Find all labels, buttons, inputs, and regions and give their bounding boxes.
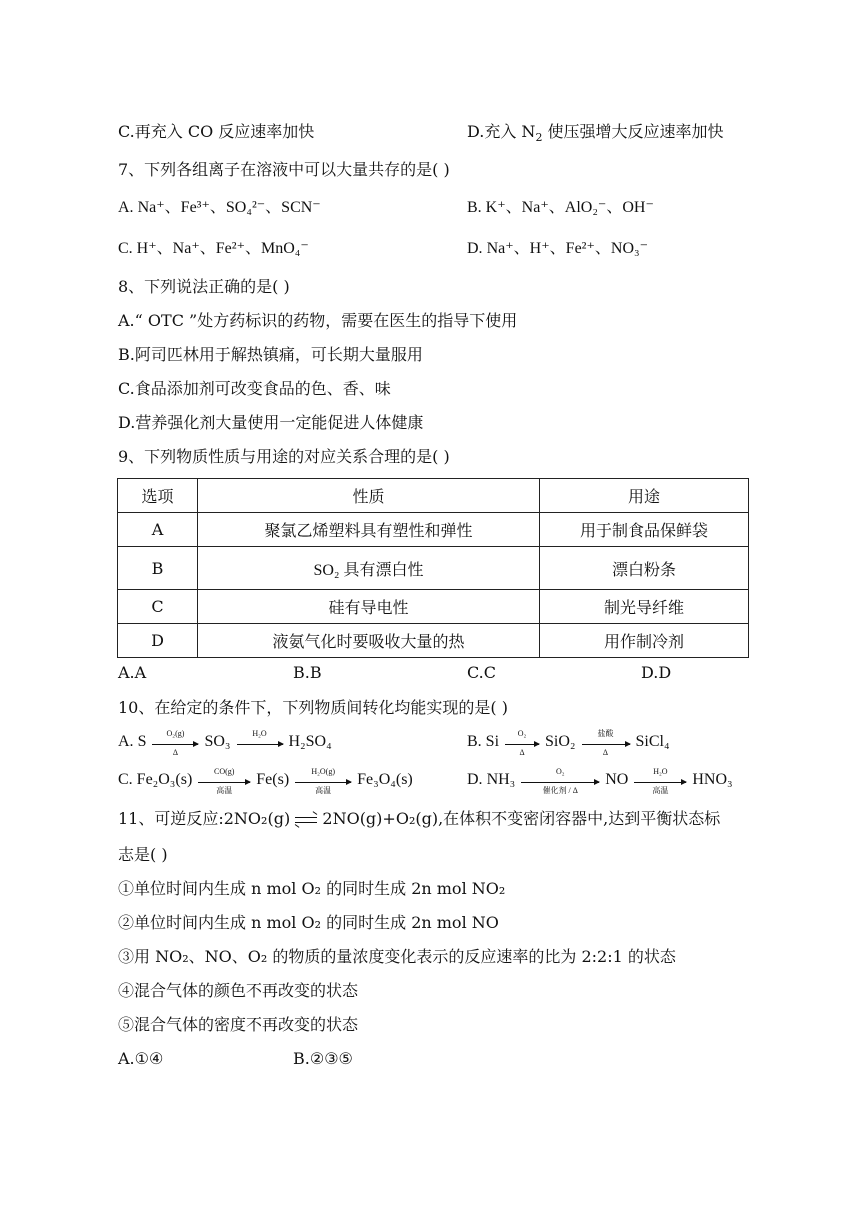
q10-d-intermediate: NO (605, 771, 629, 788)
q7-a-text: Na⁺、Fe³⁺、SO₄²⁻、SCN⁻ (137, 199, 321, 216)
q7-option-d (467, 238, 648, 260)
table-header-row (118, 479, 749, 513)
q11-option-a: A.①④ (118, 1049, 164, 1068)
q8-option-d: D.营养强化剂大量使用一定能促进人体健康 (118, 413, 424, 432)
arrow-condition-top: H₂O(g) (311, 766, 335, 776)
reaction-arrow-icon (521, 766, 599, 795)
q6-option-c: C.再充入 CO 反应速率加快 (118, 122, 315, 141)
reaction-arrow-icon (295, 766, 351, 795)
q10-c-reactant: Fe₂O₃(s) (136, 771, 193, 788)
arrow-condition-top: H₂O (653, 766, 668, 776)
arrow-condition-bottom: Δ (519, 747, 525, 757)
row-property: 聚氯乙烯塑料具有塑性和弹性 (198, 513, 540, 547)
q7-stem: 7、下列各组离子在溶液中可以大量共存的是( ) (118, 160, 450, 179)
q6-option-d-tail: 使压强增大反应速率加快 (542, 122, 724, 141)
q10-c-product: Fe₃O₄(s) (357, 771, 413, 788)
q8-option-c: C.食品添加剂可改变食品的色、香、味 (118, 379, 391, 398)
arrow-condition-top: H₂O (252, 728, 267, 738)
arrow-condition-bottom: 高温 (216, 785, 233, 795)
q9-answer-d: D.D (641, 663, 672, 682)
q10-d-product: HNO₃ (692, 771, 733, 788)
q9-stem: 9、下列物质性质与用途的对应关系合理的是( ) (118, 447, 450, 466)
row-property: 硅有导电性 (198, 590, 540, 624)
q10-stem: 10、在给定的条件下，下列物质间转化均能实现的是( ) (118, 698, 508, 717)
q10-b-label: B. (467, 733, 486, 750)
header-property: 性质 (198, 479, 540, 513)
q10-c-intermediate: Fe(s) (256, 771, 290, 788)
q7-c-label: C. (118, 240, 133, 257)
q7-b-label: B. (467, 199, 482, 216)
table-row (118, 513, 749, 547)
q11-stem-line2: 志是( ) (118, 845, 168, 864)
q8-stem: 8、下列说法正确的是( ) (118, 277, 290, 296)
q11-stem-end: 2NO(g)+O₂(g),在体积不变密闭容器中,达到平衡状态标 (322, 809, 721, 828)
q10-d-label: D. (467, 771, 487, 788)
q10-a-reactant: S (137, 733, 147, 750)
header-use: 用途 (540, 479, 749, 513)
q10-option-d (467, 766, 733, 795)
q11-option-b: B.②③⑤ (293, 1049, 353, 1068)
table-row (118, 624, 749, 658)
arrow-condition-top: O₂(g) (166, 728, 185, 738)
row-option: A (118, 513, 198, 547)
row-option: C (118, 590, 198, 624)
equilibrium-arrow-icon (295, 815, 317, 825)
header-option: 选项 (118, 479, 198, 513)
reaction-arrow-icon (198, 766, 250, 795)
row-use: 用于制食品保鲜袋 (540, 513, 749, 547)
reaction-arrow-icon (634, 766, 686, 795)
arrow-condition-bottom: Δ (172, 747, 179, 757)
reaction-arrow-icon (582, 728, 630, 757)
row-use: 漂白粉条 (540, 547, 749, 590)
q11-stem-start: 11、可逆反应:2NO₂(g) (118, 809, 291, 828)
row-property: 液氨气化时要吸收大量的热 (198, 624, 540, 658)
arrow-condition-top: O₂ (555, 766, 565, 776)
q11-item-1: ①单位时间内生成 n mol O₂ 的同时生成 2n mol NO₂ (118, 879, 506, 898)
q11-item-4: ④混合气体的颜色不再改变的状态 (118, 981, 359, 1000)
q9-answer-b: B.B (293, 663, 322, 682)
row-property: SO₂ 具有漂白性 (198, 547, 540, 590)
q7-option-b (467, 197, 654, 219)
q10-b-reactant: Si (485, 733, 500, 750)
row-use: 用作制冷剂 (540, 624, 749, 658)
arrow-condition-top: O₂ (517, 728, 527, 738)
q6-option-d-sub: 2 (535, 131, 543, 145)
row-use: 制光导纤维 (540, 590, 749, 624)
q7-d-label: D. (467, 240, 483, 257)
q7-c-text: H⁺、Na⁺、Fe²⁺、MnO₄⁻ (136, 240, 309, 257)
q9-answer-c: C.C (467, 663, 496, 682)
q11-item-5: ⑤混合气体的密度不再改变的状态 (118, 1015, 359, 1034)
q7-option-a (118, 197, 321, 219)
arrow-condition-top: 盐酸 (597, 728, 614, 738)
q10-b-product: SiCl₄ (635, 733, 670, 750)
arrow-condition-bottom: 高温 (652, 785, 669, 795)
q7-d-text: Na⁺、H⁺、Fe²⁺、NO₃⁻ (486, 240, 649, 257)
reaction-arrow-icon (237, 728, 283, 745)
arrow-condition-bottom: 催化剂 / Δ (542, 785, 578, 795)
q10-a-product: H₂SO₄ (288, 733, 332, 750)
row-option: D (118, 624, 198, 658)
q8-option-b: B.阿司匹林用于解热镇痛，可长期大量服用 (118, 345, 423, 364)
q9-answer-a: A.A (118, 663, 147, 682)
q6-option-d-text: D.充入 N (467, 122, 536, 141)
q8-option-a: A.“ OTC ”处方药标识的药物，需要在医生的指导下使用 (118, 311, 518, 330)
arrow-condition-bottom: Δ (602, 747, 609, 757)
q10-d-reactant: NH₃ (486, 771, 516, 788)
q10-option-c (118, 766, 413, 795)
q10-a-label: A. (118, 733, 138, 750)
q10-c-label: C. (118, 771, 137, 788)
q11-item-3: ③用 NO₂、NO、O₂ 的物质的量浓度变化表示的反应速率的比为 2:2:1 的状态 (118, 947, 676, 966)
q6-option-d (467, 121, 724, 149)
row-option: B (118, 547, 198, 590)
q10-a-intermediate: SO₃ (204, 733, 231, 750)
arrow-condition-bottom: 高温 (315, 785, 332, 795)
q9-table (117, 478, 749, 658)
q7-option-c (118, 238, 309, 260)
arrow-condition-top: CO(g) (214, 766, 235, 776)
q11-item-2: ②单位时间内生成 n mol O₂ 的同时生成 2n mol NO (118, 913, 499, 932)
q10-b-intermediate: SiO₂ (545, 733, 576, 750)
table-row (118, 547, 749, 590)
reaction-arrow-icon (505, 728, 539, 757)
q10-option-a (118, 728, 332, 757)
q11-stem (118, 808, 720, 830)
q7-b-text: K⁺、Na⁺、AlO₂⁻、OH⁻ (485, 199, 654, 216)
q10-option-b (467, 728, 670, 757)
q7-a-label: A. (118, 199, 134, 216)
table-row (118, 590, 749, 624)
reaction-arrow-icon (152, 728, 198, 757)
